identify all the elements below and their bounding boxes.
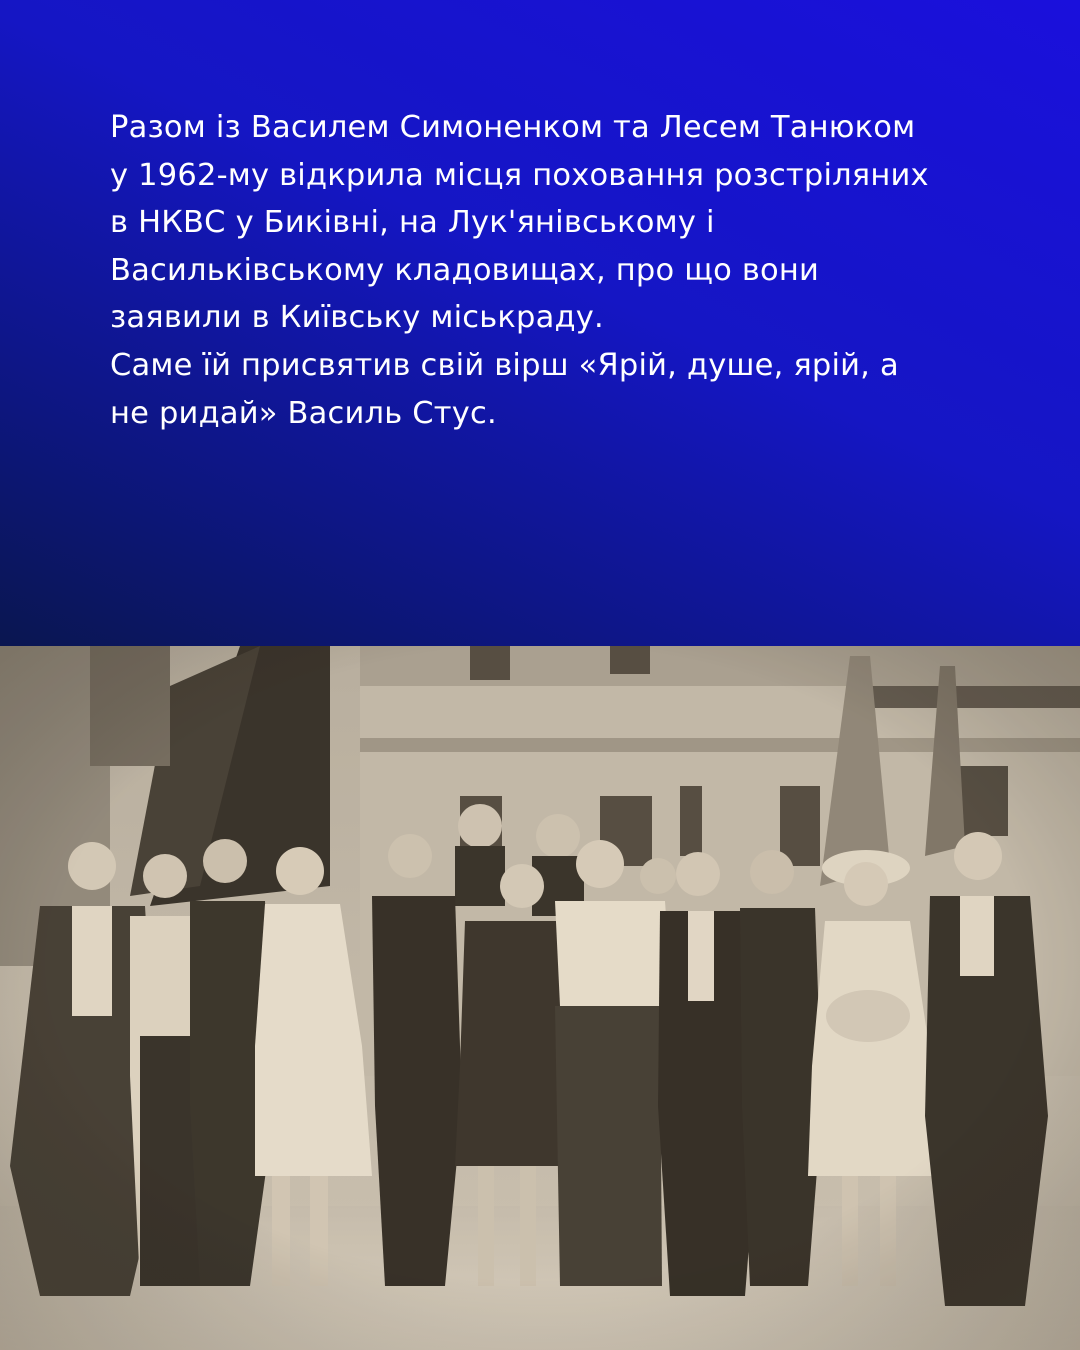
group-photo-icon — [0, 646, 1080, 1350]
text-line: Саме їй присвятив свій вірш «Ярій, душе, ярій, а — [110, 347, 899, 383]
text-line: заявили в Київську міськраду. — [110, 300, 604, 336]
text-line: Васильківському кладовищах, про що вони — [110, 252, 820, 288]
archival-group-photo — [0, 646, 1080, 1350]
text-panel — [0, 0, 1080, 646]
body-text — [110, 104, 1010, 437]
text-line: у 1962-му відкрила місця поховання розстріляних — [110, 157, 929, 193]
text-line: в НКВС у Биківні, на Лук'янівському і — [110, 205, 715, 241]
text-line: не ридай» Василь Стус. — [110, 395, 497, 431]
text-line: Разом із Василем Симоненком та Лесем Танюком — [110, 110, 916, 145]
